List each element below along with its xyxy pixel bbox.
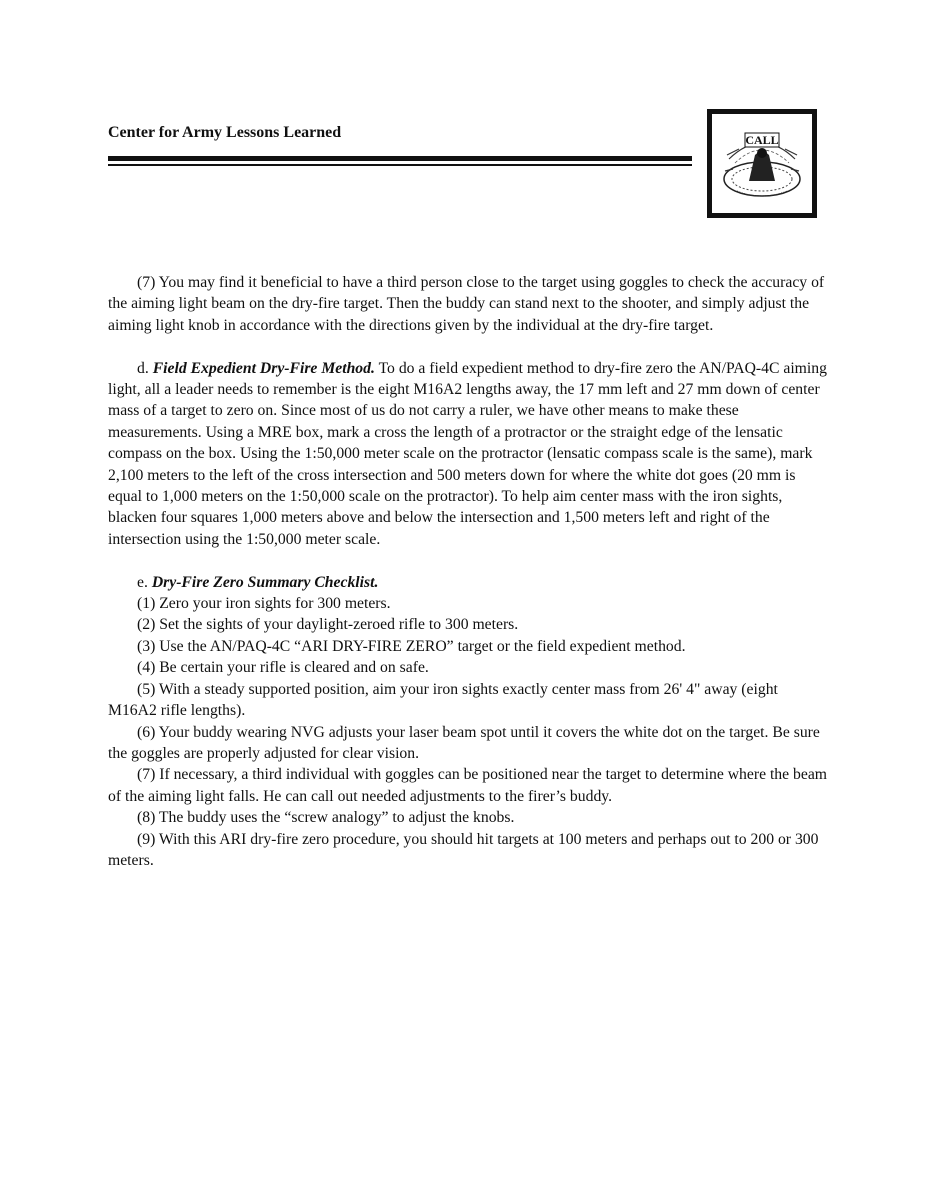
document-body <box>108 272 830 871</box>
header-rule-thin <box>108 164 692 166</box>
section-d-label: d. <box>137 359 149 377</box>
checklist-item: (3) Use the AN/PAQ-4C “ARI DRY-FIRE ZERO” target or the field expedient method. <box>137 637 686 655</box>
header-title: Center for Army Lessons Learned <box>108 124 342 141</box>
checklist-item: (5) With a steady supported position, aim your iron sights exactly center mass from 26' 4" away (eight M16A2 rifle lengths). <box>108 680 778 720</box>
logo-text: CALL <box>745 133 779 147</box>
checklist-item: (8) The buddy uses the “screw analogy” to adjust the knobs. <box>137 809 515 827</box>
call-logo <box>707 109 817 218</box>
checklist-item: (2) Set the sights of your daylight-zeroed rifle to 300 meters. <box>137 616 519 634</box>
call-logo-emblem-icon <box>717 119 807 208</box>
checklist-item: (1) Zero your iron sights for 300 meters. <box>137 595 391 613</box>
paragraph-7: (7) You may find it beneficial to have a third person close to the target using goggles to check the accuracy of the aiming light beam on the dry-fire target. Then the buddy can stand next to the shooter, and simply adjust the aiming light knob in accordance with the directions given by the individual at the dry-fire target. <box>108 274 825 334</box>
section-d-paragraph <box>108 358 830 551</box>
section-d-heading: Field Expedient Dry-Fire Method. <box>152 359 375 377</box>
section-e-heading: Dry-Fire Zero Summary Checklist. <box>151 573 379 591</box>
section-e-label: e. <box>137 573 148 591</box>
header-rule-thick <box>108 156 692 161</box>
section-e-heading-line <box>108 572 830 593</box>
checklist-item: (6) Your buddy wearing NVG adjusts your laser beam spot until it covers the white dot on the target. Be sure the goggles are properly adjusted for clear vision. <box>108 723 820 762</box>
section-d-body: To do a field expedient method to dry-fire zero the AN/PAQ-4C aiming light, all a leader needs to remember is the eight M16A2 lengths away, the 17 mm left and 27 mm down of center mass of a target to zero on. Since most of us do not carry a ruler, we have other means to make these measurements. Using a MRE box, mark a cross the length of a protractor or the straight edge of the lensatic compass on the box. Using the 1:50,000 meter scale on the protractor (lensatic compass scale is the same), mark 2,100 meters to the left of the cross intersection and 500 meters down for where the white dot goes (20 mm is equal to 1,000 meters on the 1:50,000 scale on the protractor). To help aim center mass with the iron sights, blacken four squares 1,000 meters above and below the intersection and 1,500 meters left and right of the intersection using the 1:50,000 meter scale. <box>108 359 827 548</box>
checklist-item: (9) With this ARI dry-fire zero procedure, you should hit targets at 100 meters and perhaps out to 200 or 300 meters. <box>108 830 819 869</box>
checklist-item: (7) If necessary, a third individual with goggles can be positioned near the target to determine where the beam of the aiming light falls. He can call out needed adjustments to the firer’s buddy. <box>108 766 828 805</box>
checklist-item: (4) Be certain your rifle is cleared and on safe. <box>137 659 429 677</box>
